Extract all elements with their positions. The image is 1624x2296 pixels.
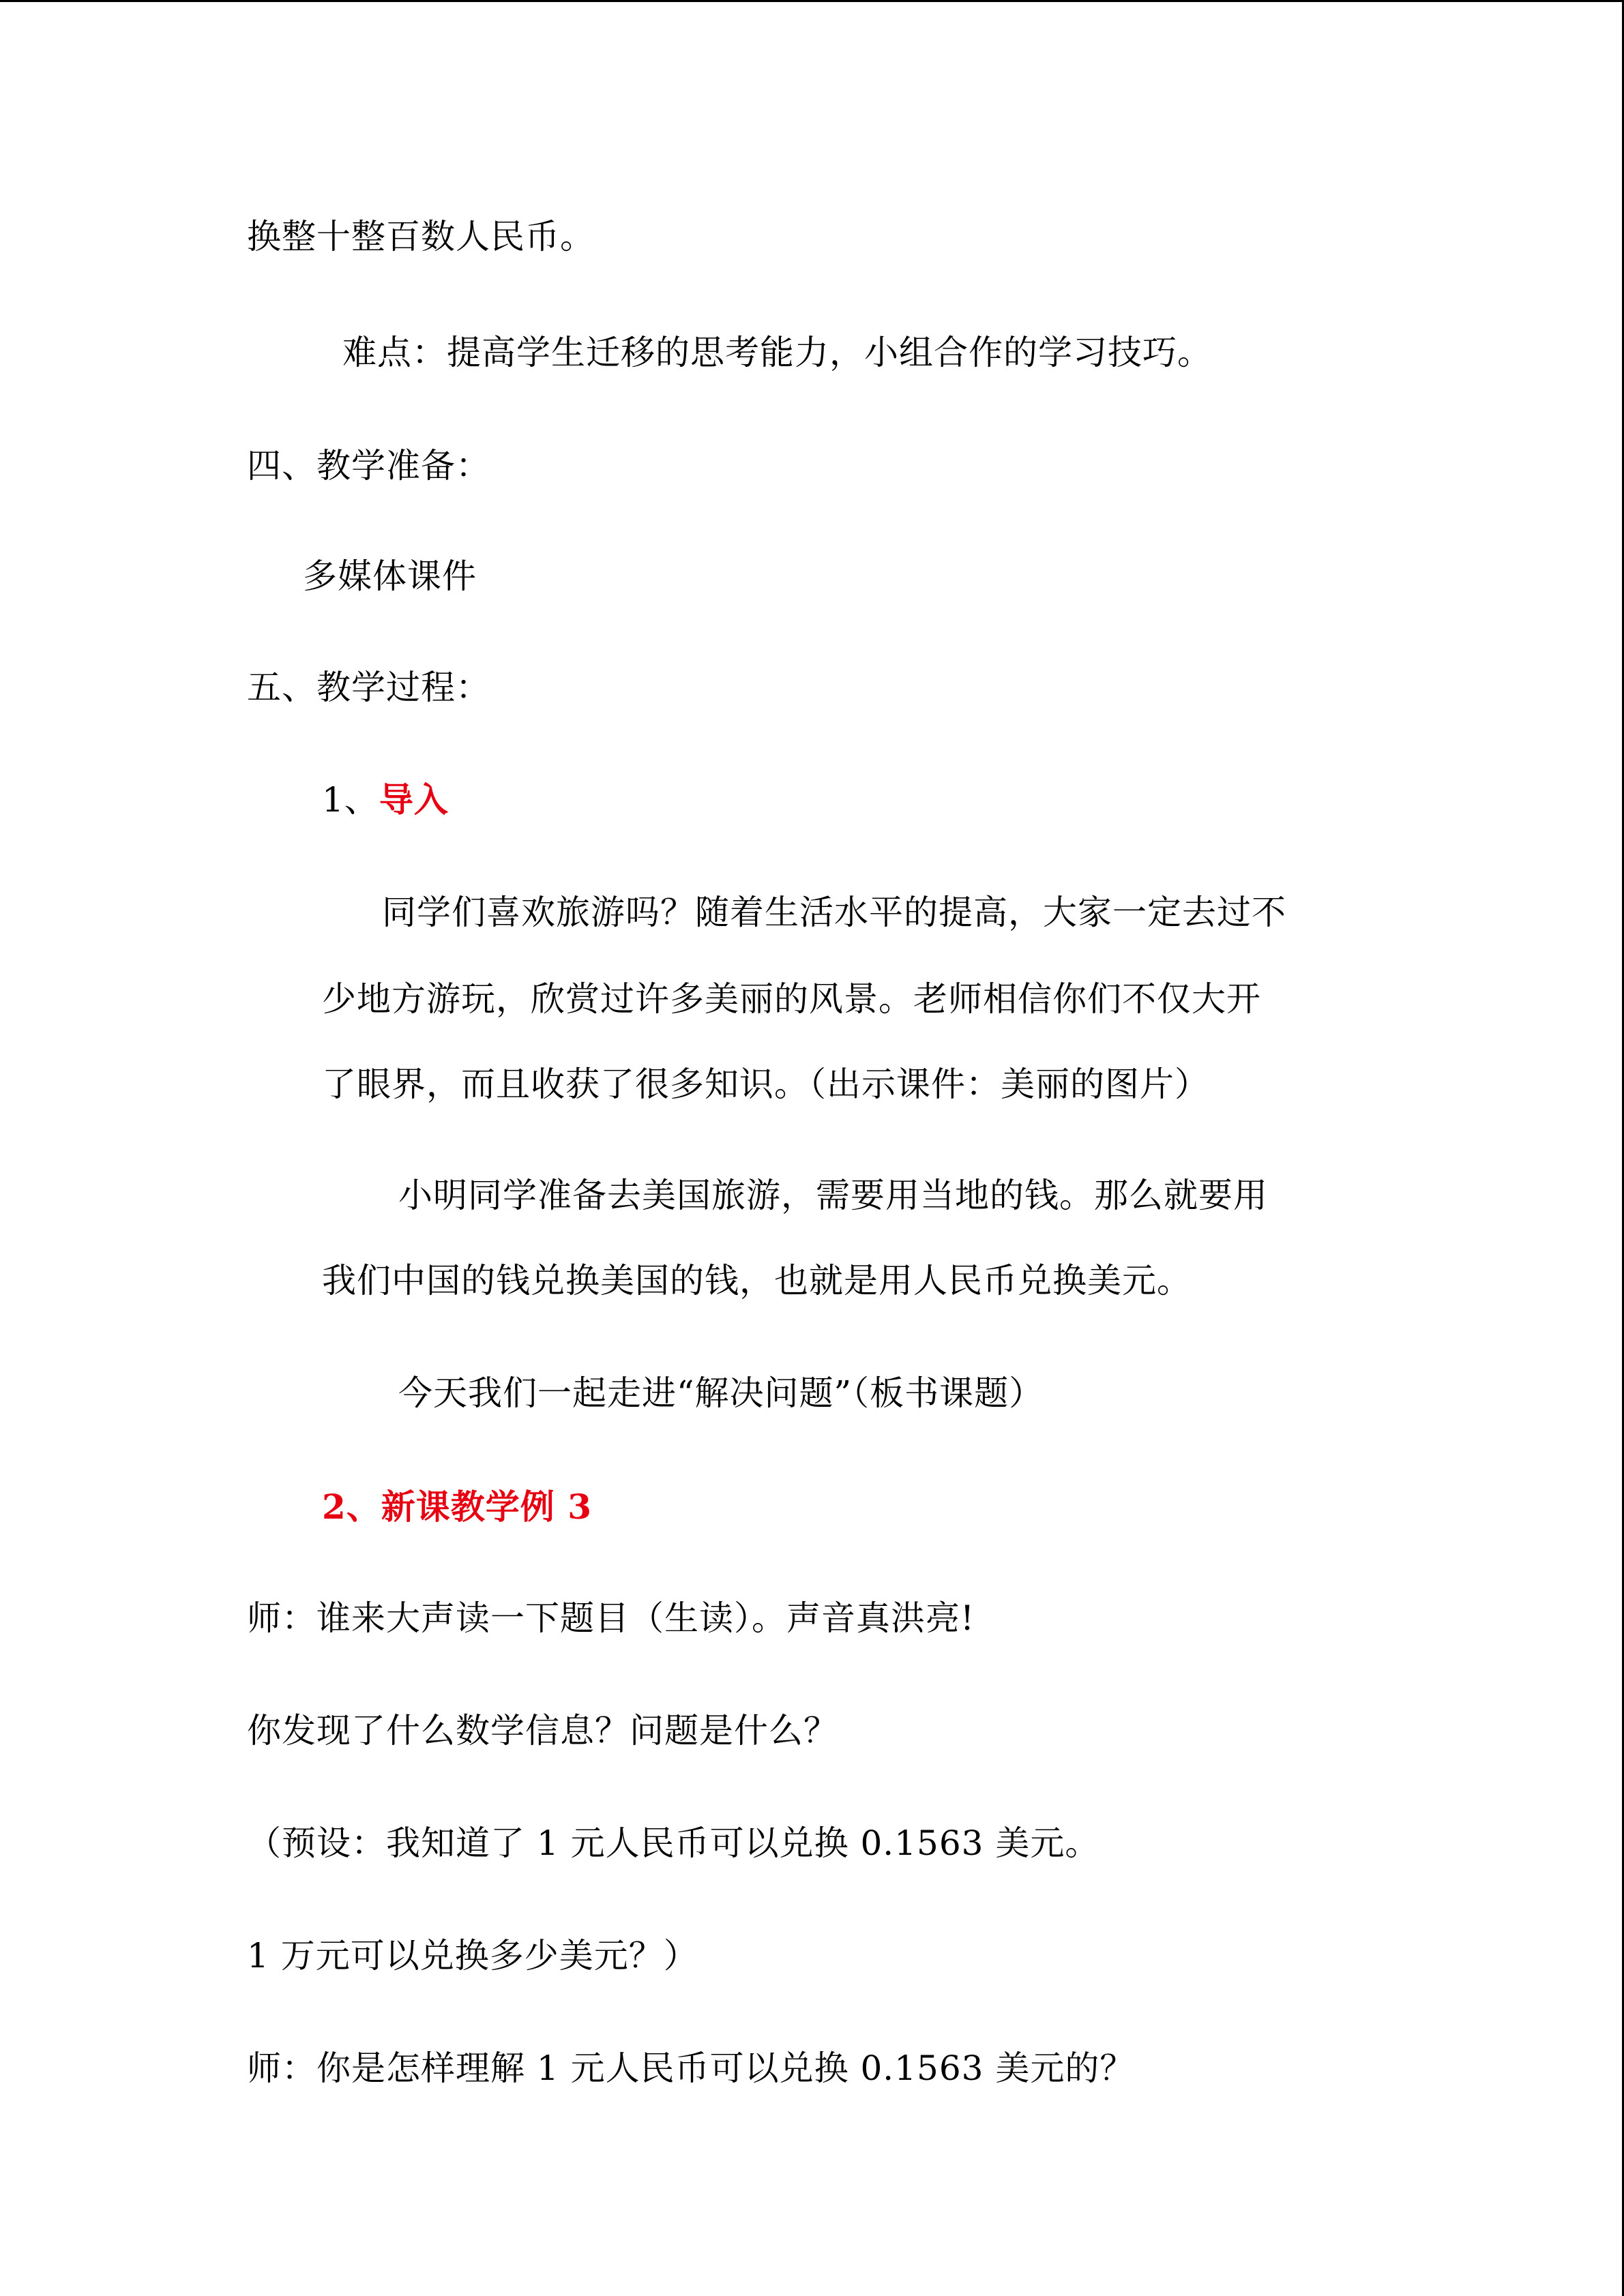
paragraph-preset-line-1: （预设：我知道了 1 元人民币可以兑换 0.1563 美元。 <box>247 1823 1100 1863</box>
subheading-title: 导入 <box>379 779 449 820</box>
paragraph-intro-line-3: 了眼界，而且收获了很多知识。（出示课件：美丽的图片） <box>322 1064 1209 1104</box>
paragraph-teacher-ask: 师：你是怎样理解 1 元人民币可以兑换 0.1563 美元的？ <box>247 2048 1135 2088</box>
subheading-number: 1、 <box>322 780 379 820</box>
paragraph-preset-line-2: 1 万元可以兑换多少美元？） <box>247 1936 698 1976</box>
paragraph-question: 你发现了什么数学信息？问题是什么？ <box>247 1711 838 1750</box>
paragraph-materials: 多媒体课件 <box>303 556 477 596</box>
paragraph-1: 换整十整百数人民币。 <box>247 217 595 256</box>
subheading-introduction <box>322 776 449 824</box>
paragraph-xiaoming-line-2: 我们中国的钱兑换美国的钱，也就是用人民币兑换美元。 <box>322 1261 1192 1300</box>
paragraph-intro-line-1: 同学们喜欢旅游吗？随着生活水平的提高，大家一定去过不 <box>382 893 1286 932</box>
page-top-border <box>0 0 1624 2</box>
heading-preparation: 四、教学准备： <box>247 446 490 486</box>
heading-process: 五、教学过程： <box>247 668 490 707</box>
paragraph-teacher-read: 师：谁来大声读一下题目（生读）。声音真洪亮! <box>247 1598 975 1638</box>
paragraph-difficulty: 难点：提高学生迁移的思考能力，小组合作的学习技巧。 <box>342 333 1212 372</box>
paragraph-xiaoming-line-1: 小明同学准备去美国旅游，需要用当地的钱。那么就要用 <box>398 1176 1268 1215</box>
paragraph-today: 今天我们一起走进“解决问题”（板书课题） <box>398 1373 1044 1413</box>
subheading-new-lesson: 2、新课教学例 3 <box>322 1487 592 1527</box>
paragraph-intro-line-2: 少地方游玩，欣赏过许多美丽的风景。老师相信你们不仅大开 <box>322 979 1261 1019</box>
